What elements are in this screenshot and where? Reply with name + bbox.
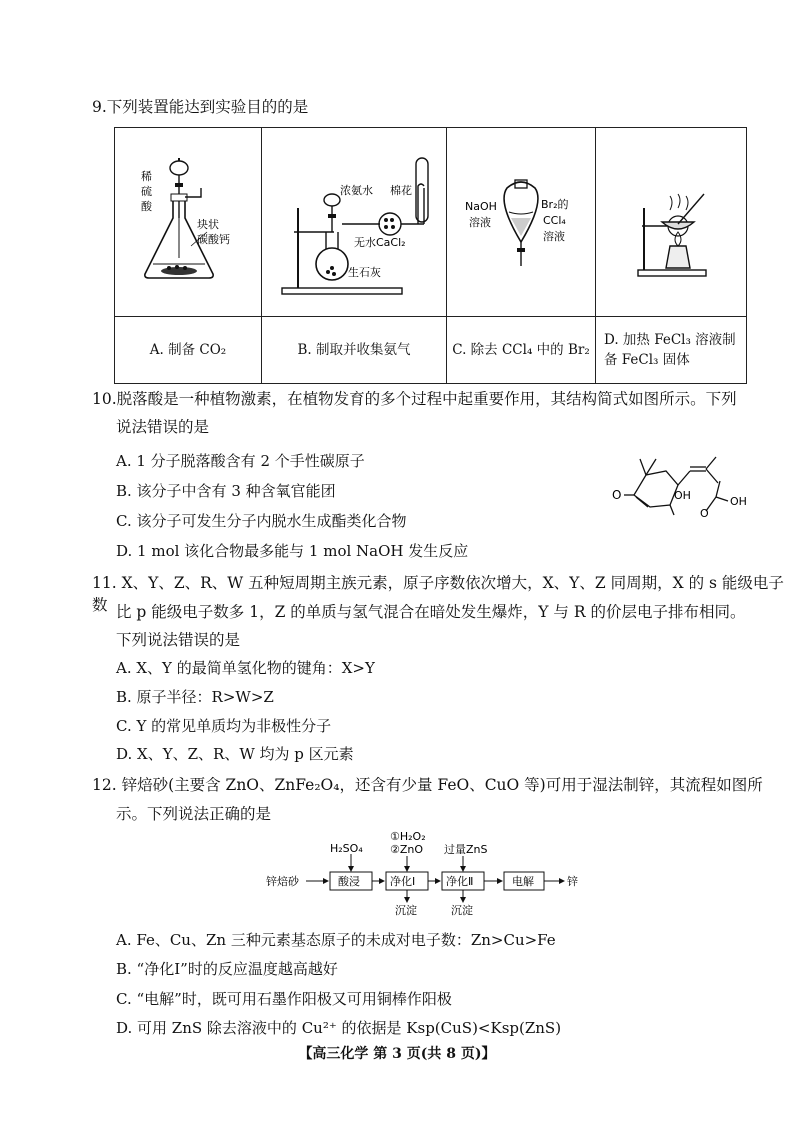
q11-stem-line3: 下列说法错误的是	[116, 631, 241, 649]
abscisic-acid-structure	[608, 445, 758, 517]
q11-stem-line1: 11. X、Y、Z、R、W 五种短周期主族元素，原子序数依次增大，X、Y、Z 同周期，X 的 s 能级电子数	[92, 574, 784, 614]
q11-option-c: C. Y 的常见单质均为非极性分子	[116, 717, 332, 735]
flow-step-purify1: 净化Ⅰ	[390, 875, 416, 888]
label-br2: Br₂的	[541, 198, 569, 211]
option-c-label: C. 除去 CCl₄ 中的 Br₂	[452, 342, 590, 358]
label-solution2: 溶液	[543, 230, 565, 243]
apparatus-d-cell	[596, 128, 747, 317]
option-d-cell	[596, 317, 747, 384]
q10-option-b: B. 该分子中含有 3 种含氧官能团	[116, 482, 336, 500]
label-cotton: 棉花	[390, 184, 412, 197]
q12-option-a: A. Fe、Cu、Zn 三种元素基态原子的未成对电子数：Zn>Cu>Fe	[116, 931, 556, 949]
flow-reagent-zns: 过量ZnS	[444, 843, 488, 856]
option-d-line2: 备 FeCl₃ 固体	[604, 352, 690, 368]
q12-option-c: C. “电解”时，既可用石墨作阳极又可用铜棒作阳极	[116, 990, 452, 1008]
label-dilute: 稀	[141, 170, 152, 183]
apparatus-a-cell	[115, 128, 262, 317]
label-sulfuric: 硫	[141, 185, 152, 198]
flow-input: 锌焙砂	[266, 875, 299, 888]
ketone-o: O	[612, 488, 622, 502]
apparatus-c-cell	[447, 128, 596, 317]
flow-output: 锌	[567, 875, 578, 888]
q11-option-a: A. X、Y 的最简单氢化物的键角：X>Y	[116, 659, 375, 677]
apparatus-c-figure	[447, 128, 595, 312]
q10-option-c: C. 该分子可发生分子内脱水生成酯类化合物	[116, 512, 407, 530]
apparatus-b-cell	[262, 128, 447, 317]
flow-waste2: 沉淀	[451, 904, 473, 917]
flow-reagent-h2so4: H₂SO₄	[330, 842, 363, 855]
acid-o: O	[700, 507, 709, 517]
option-b-label: B. 制取并收集氨气	[297, 342, 411, 358]
apparatus-d-figure	[596, 128, 746, 312]
flow-reagent-h2o2: ①H₂O₂	[390, 830, 426, 843]
label-cacl2: 无水CaCl₂	[354, 236, 406, 249]
label-solution1: 溶液	[469, 216, 491, 229]
option-a-cell	[115, 317, 262, 384]
q12-option-d: D. 可用 ZnS 除去溶液中的 Cu²⁺ 的依据是 Ksp(CuS)<Ksp(ZnS)	[116, 1019, 562, 1037]
q12-stem-line1: 12. 锌焙砂(主要含 ZnO、ZnFe₂O₄，还含有少量 FeO、CuO 等)可用于湿法制锌，其流程如图所	[92, 776, 763, 794]
label-ammonia: 浓氨水	[340, 184, 373, 197]
label-ccl4: CCl₄	[543, 214, 566, 227]
hydroxyl-oh: OH	[674, 489, 691, 502]
flow-waste1: 沉淀	[395, 904, 417, 917]
option-d-line1: D. 加热 FeCl₃ 溶液制	[604, 332, 736, 348]
q9-apparatus-table	[114, 127, 747, 384]
flow-step-purify2: 净化Ⅱ	[446, 875, 474, 888]
q11-option-d: D. X、Y、Z、R、W 均为 p 区元素	[116, 745, 354, 763]
option-a-label: A. 制备 CO₂	[149, 342, 227, 358]
zinc-process-flowchart	[264, 830, 584, 920]
q11-option-b: B. 原子半径：R>W>Z	[116, 688, 274, 706]
option-b-cell	[262, 317, 447, 384]
option-c-cell	[447, 317, 596, 384]
label-caco3: 碳酸钙	[197, 233, 230, 246]
apparatus-b-figure	[262, 128, 446, 312]
q10-stem-line1: 10.脱落酸是一种植物激素，在植物发育的多个过程中起重要作用，其结构简式如图所示。下列	[92, 390, 737, 408]
acid-oh: OH	[730, 495, 747, 508]
q12-stem-line2: 示。下列说法正确的是	[116, 805, 272, 823]
label-block: 块状	[197, 218, 219, 231]
q11-stem-line2: 比 p 能级电子数多 1，Z 的单质与氢气混合在暗处发生爆炸，Y 与 R 的价层电子排布相同。	[116, 603, 746, 621]
q10-option-a: A. 1 分子脱落酸含有 2 个手性碳原子	[116, 452, 365, 470]
apparatus-a-figure	[115, 128, 261, 312]
q12-option-b: B. “净化Ⅰ”时的反应温度越高越好	[116, 960, 338, 978]
flow-step-acid-leach: 酸浸	[338, 875, 360, 888]
q10-stem-line2: 说法错误的是	[116, 418, 210, 436]
page-footer: 【高三化学 第 3 页(共 8 页)】	[298, 1046, 496, 1062]
flow-reagent-zno: ②ZnO	[390, 843, 424, 856]
label-acid: 酸	[141, 200, 152, 213]
q9-stem: 9.下列装置能达到实验目的的是	[92, 98, 309, 116]
label-naoh: NaOH	[465, 200, 497, 213]
q10-option-d: D. 1 mol 该化合物最多能与 1 mol NaOH 发生反应	[116, 542, 469, 560]
label-quicklime: 生石灰	[348, 266, 381, 279]
flow-step-electrolysis: 电解	[512, 875, 534, 888]
